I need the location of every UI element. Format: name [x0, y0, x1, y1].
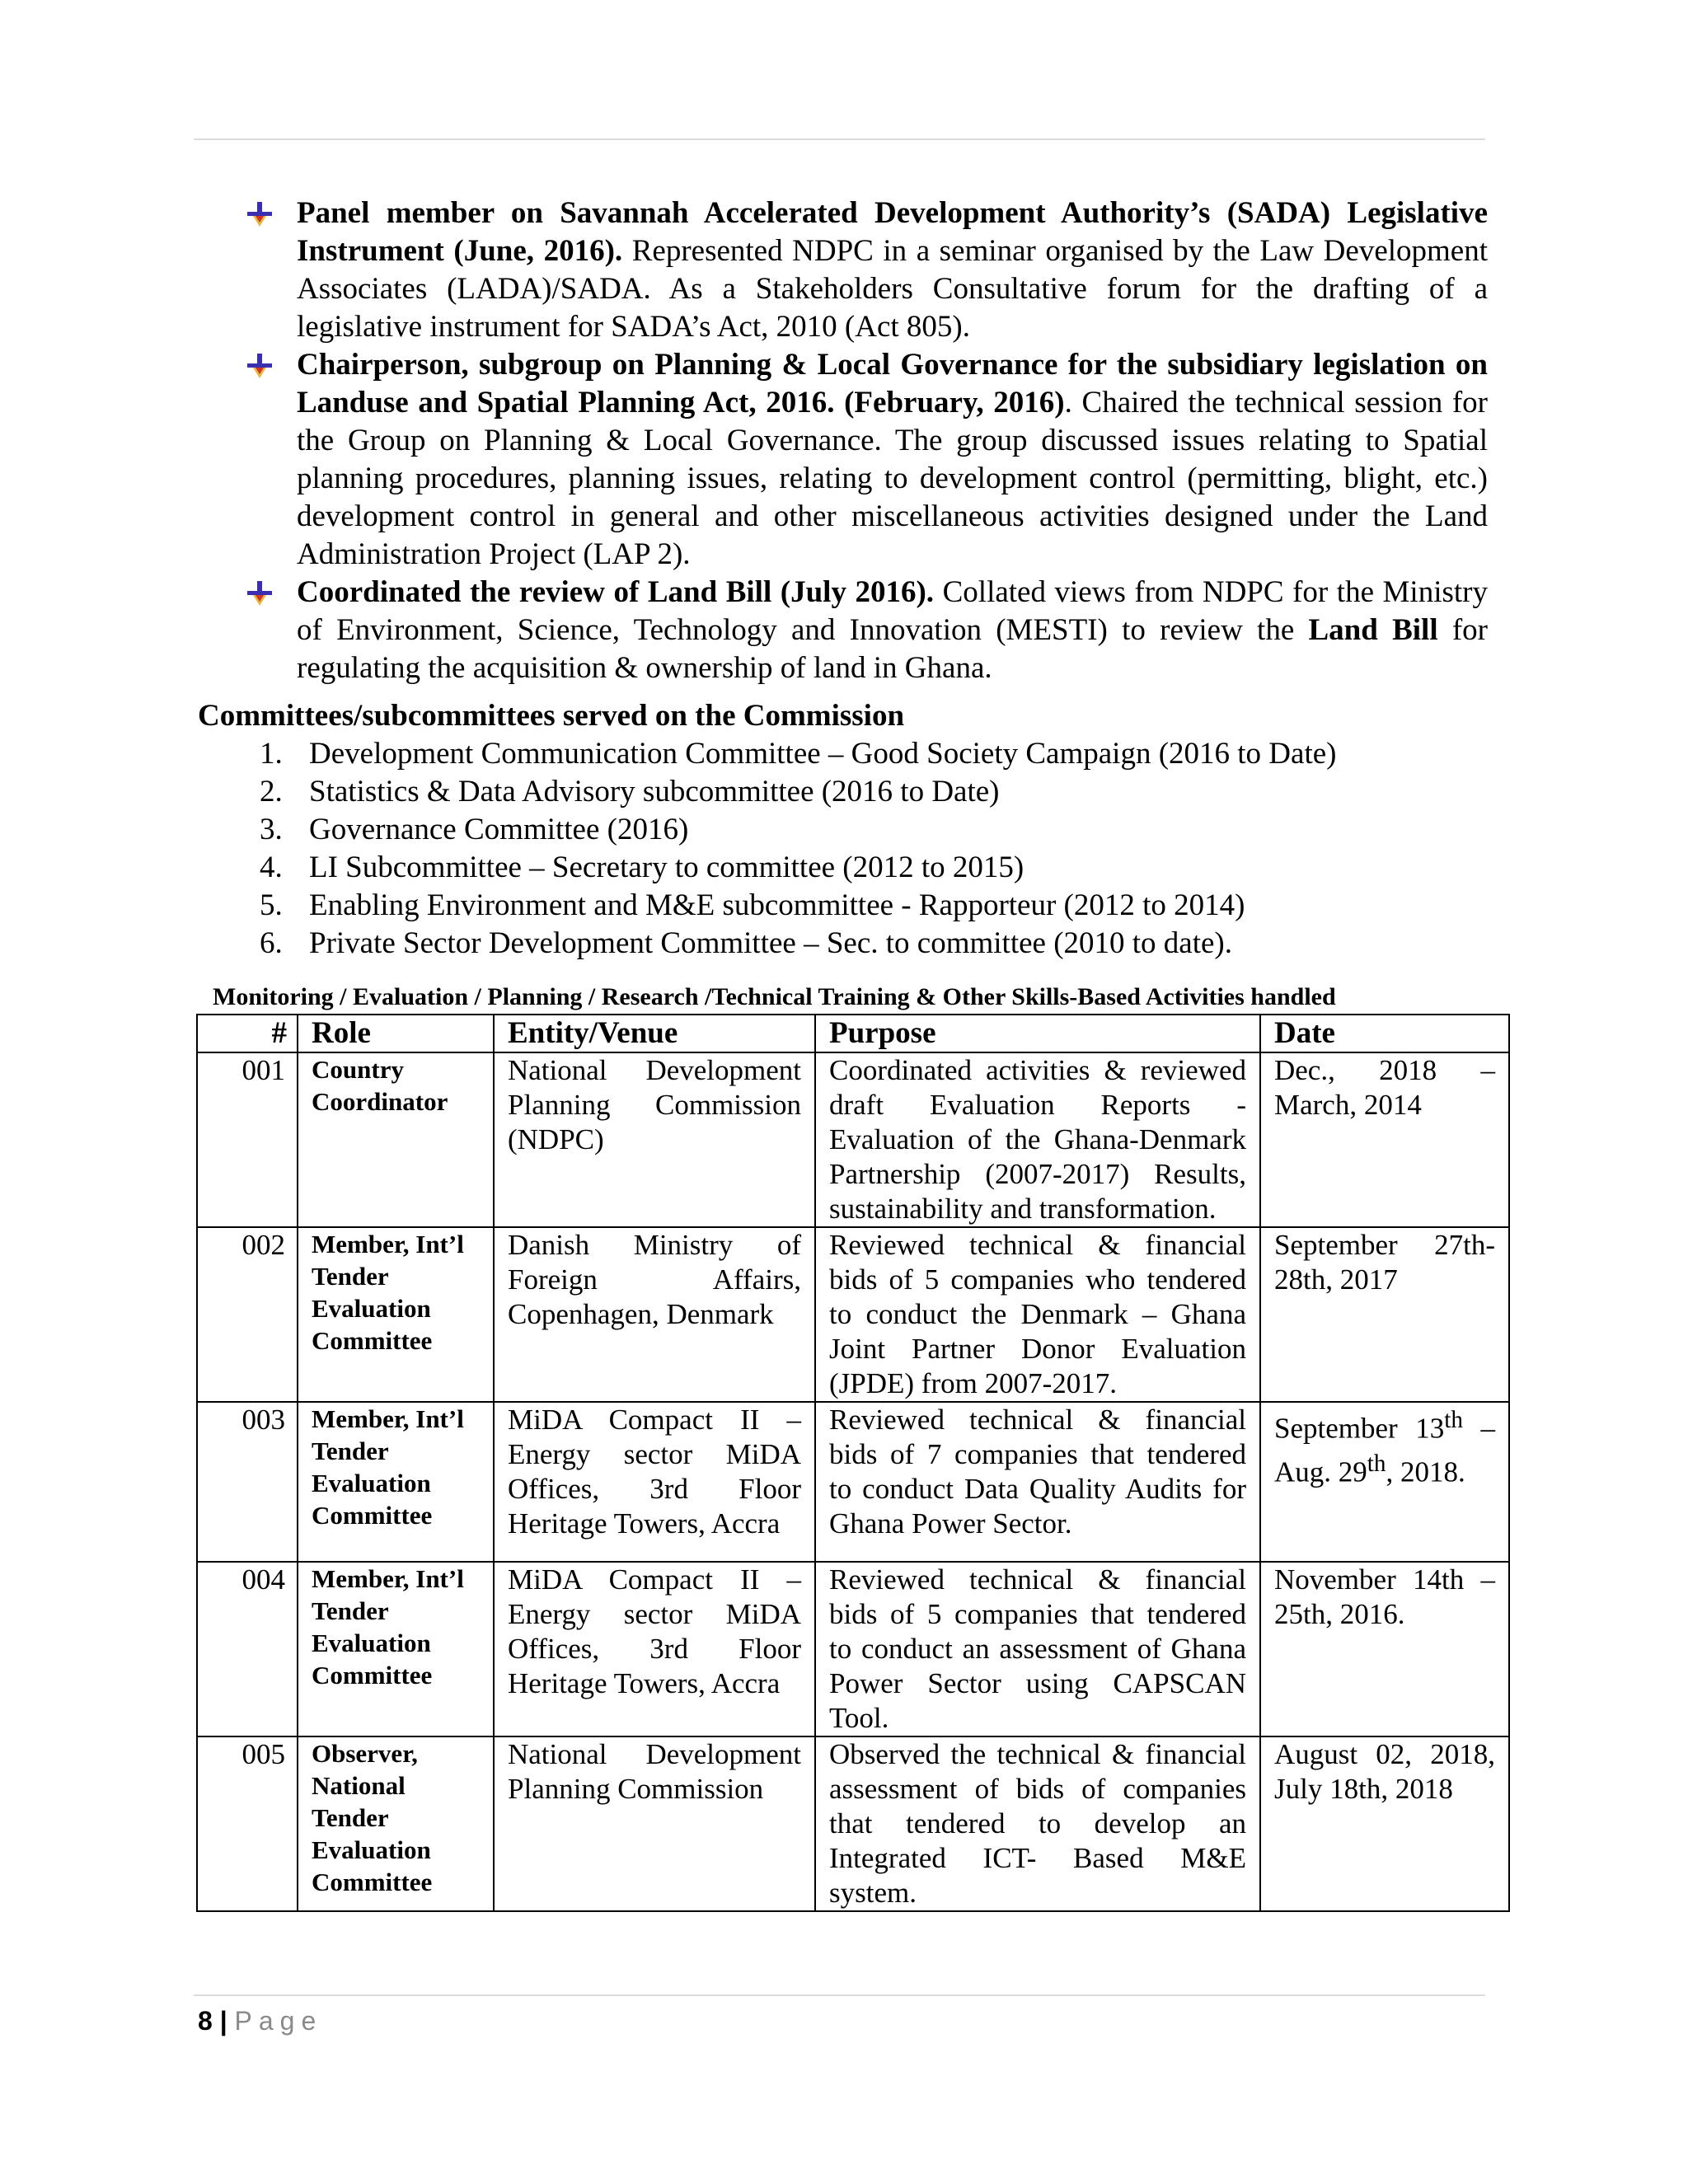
list-text: Private Sector Development Committee – Sec. to committee (2010 to date).	[309, 926, 1232, 960]
cell-role: Member, Int’l Tender Evaluation Committee	[298, 1402, 494, 1562]
list-item	[256, 925, 1336, 963]
bullet-list	[243, 194, 1488, 687]
page-word: Page	[234, 2006, 323, 2036]
arrow-bullet-icon	[246, 353, 273, 379]
date-superscript: th	[1444, 1407, 1463, 1433]
list-number: 3.	[260, 813, 283, 846]
cell-number: 005	[197, 1736, 298, 1911]
list-text: Enabling Environment and M&E subcommittee - Rapporteur (2012 to 2014)	[309, 888, 1245, 922]
list-text: LI Subcommittee – Secretary to committee (2012 to 2015)	[309, 851, 1025, 884]
cell-purpose: Reviewed technical & financial bids of 7 companies that tendered to conduct Data Quality Audits for Ghana Power Sector.	[815, 1402, 1260, 1562]
table-row	[197, 1227, 1509, 1402]
cell-date: August 02, 2018, July 18th, 2018	[1260, 1736, 1509, 1911]
bullet-text: . Chaired the technical session for the Group on Planning & Local Governance. The group discussed issues relating to Spatial planning procedures, planning issues, relating to development control (permitting, blight, etc.) development control in general and other miscellaneous activities designed under the Land Administration Project (LAP 2).	[297, 386, 1488, 571]
arrow-bullet-icon	[246, 580, 273, 607]
header-purpose: Purpose	[815, 1015, 1260, 1052]
table-header-row	[197, 1015, 1509, 1052]
list-number: 4.	[260, 851, 283, 884]
list-number: 1.	[260, 737, 283, 771]
activities-table	[196, 1014, 1510, 1912]
cell-number: 001	[197, 1052, 298, 1227]
list-item	[256, 773, 1336, 811]
cell-number: 002	[197, 1227, 298, 1402]
table-row	[197, 1052, 1509, 1227]
list-text: Governance Committee (2016)	[309, 813, 689, 846]
bullet-text-tail: for regulating the acquisition & ownership of land in Ghana.	[297, 613, 1488, 685]
cell-date: November 14th – 25th, 2016.	[1260, 1562, 1509, 1736]
committees-title: Committees/subcommittees served on the Commission	[198, 699, 905, 733]
cell-role: Country Coordinator	[298, 1052, 494, 1227]
cell-entity: National Development Planning Commission (NDPC)	[494, 1052, 815, 1227]
list-item	[256, 735, 1336, 773]
cell-purpose: Coordinated activities & reviewed draft Evaluation Reports - Evaluation of the Ghana-Denmark Partnership (2007-2017) Results, sustainability and transformation.	[815, 1052, 1260, 1227]
cell-date: Dec., 2018 – March, 2014	[1260, 1052, 1509, 1227]
date-superscript: th	[1367, 1450, 1386, 1477]
header-role: Role	[298, 1015, 494, 1052]
page-number: 8	[198, 2006, 213, 2036]
list-text: Development Communication Committee – Good Society Campaign (2016 to Date)	[309, 737, 1337, 771]
bullet-text: Represented NDPC in a seminar organised by the Law Development Associates (LADA)/SADA. As a Stakeholders Consultative forum for the drafting of a legislative instrument for SADA’s Act, 2010 (Act 805).	[297, 234, 1489, 344]
date-text: September 13	[1274, 1412, 1445, 1445]
cell-role: Observer, National Tender Evaluation Committee	[298, 1736, 494, 1911]
table-row	[197, 1562, 1509, 1736]
bullet-heading: Chairperson, subgroup on Planning & Local Governance for the subsidiary legislation on Landuse and Spatial Planning Act, 2016. (February, 2016)	[297, 348, 1488, 419]
list-number: 6.	[260, 926, 283, 960]
bullet-item	[243, 346, 1488, 574]
cell-purpose: Observed the technical & financial assessment of bids of companies that tendered to develop an Integrated ICT- Based M&E system.	[815, 1736, 1260, 1911]
cell-number: 004	[197, 1562, 298, 1736]
cell-role: Member, Int’l Tender Evaluation Committee	[298, 1227, 494, 1402]
bullet-inline-bold: Land Bill	[1308, 613, 1438, 647]
date-text: , 2018.	[1386, 1455, 1465, 1488]
date-text: – Aug. 29	[1274, 1412, 1495, 1488]
cell-number: 003	[197, 1402, 298, 1562]
cell-purpose: Reviewed technical & financial bids of 5 companies who tendered to conduct the Denmark – Ghana Joint Partner Donor Evaluation (JPDE) from 2007-2017.	[815, 1227, 1260, 1402]
cell-entity: MiDA Compact II – Energy sector MiDA Offices, 3rd Floor Heritage Towers, Accra	[494, 1562, 815, 1736]
cell-purpose: Reviewed technical & financial bids of 5 companies that tendered to conduct an assessment of Ghana Power Sector using CAPSCAN Tool.	[815, 1562, 1260, 1736]
arrow-bullet-icon	[246, 201, 273, 227]
cell-entity: Danish Ministry of Foreign Affairs, Copenhagen, Denmark	[494, 1227, 815, 1402]
bullet-heading: Coordinated the review of Land Bill (July 2016).	[297, 575, 935, 609]
page-separator: |	[219, 2006, 227, 2036]
list-item	[256, 849, 1336, 887]
cell-entity: National Development Planning Commission	[494, 1736, 815, 1911]
list-text: Statistics & Data Advisory subcommittee (2016 to Date)	[309, 775, 1000, 808]
header-entity: Entity/Venue	[494, 1015, 815, 1052]
committees-list	[256, 735, 1336, 963]
cell-date: September 27th-28th, 2017	[1260, 1227, 1509, 1402]
list-number: 2.	[260, 775, 283, 808]
cell-role: Member, Int’l Tender Evaluation Committee	[298, 1562, 494, 1736]
header-date: Date	[1260, 1015, 1509, 1052]
bullet-text: Collated views from NDPC for the Ministry of Environment, Science, Technology and Innovation (MESTI) to review the	[297, 575, 1488, 647]
page-footer	[198, 2003, 322, 2039]
bullet-heading: Panel member on Savannah Accelerated Development Authority’s (SADA) Legislative Instrument (June, 2016).	[297, 196, 1488, 268]
header-number: #	[197, 1015, 298, 1052]
bullet-item	[243, 574, 1488, 687]
list-item	[256, 887, 1336, 925]
header-rule	[194, 138, 1485, 140]
cell-date	[1260, 1402, 1509, 1562]
table-caption: Monitoring / Evaluation / Planning / Research /Technical Training & Other Skills-Based Activities handled	[213, 983, 1336, 1010]
bullet-item	[243, 194, 1488, 346]
table-row	[197, 1402, 1509, 1562]
list-number: 5.	[260, 888, 283, 922]
table-row	[197, 1736, 1509, 1911]
cell-entity: MiDA Compact II – Energy sector MiDA Offices, 3rd Floor Heritage Towers, Accra	[494, 1402, 815, 1562]
list-item	[256, 811, 1336, 849]
footer-rule	[194, 1994, 1485, 1996]
